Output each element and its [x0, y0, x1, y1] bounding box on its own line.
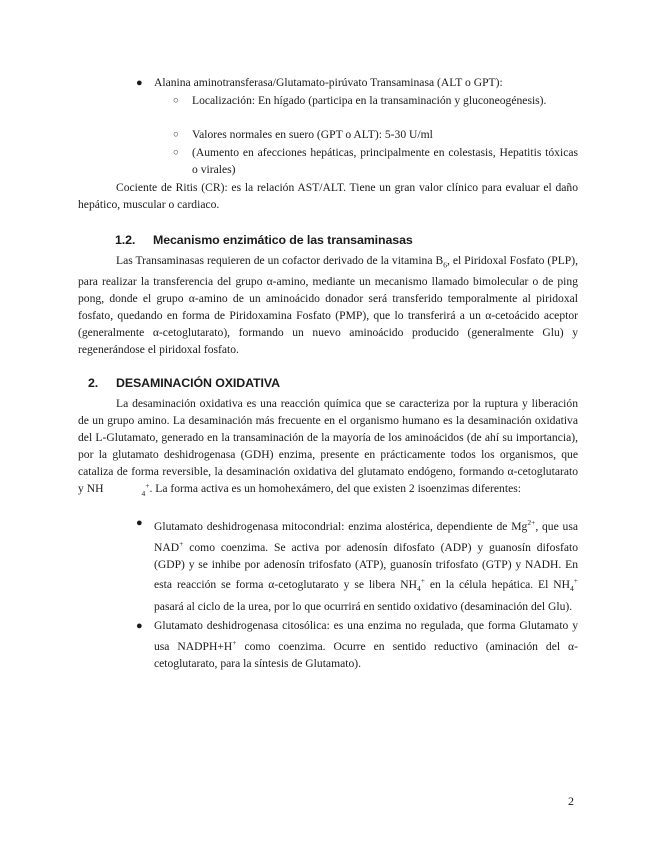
bullet-dot-icon: ●: [136, 77, 143, 89]
superscript: +: [573, 576, 578, 586]
section-2-title: DESAMINACIÓN OXIDATIVA: [116, 376, 280, 390]
item-text: , que usa NAD: [154, 519, 579, 554]
superscript: +: [145, 480, 150, 490]
item-text: Glutamato deshidrogenasa citosólica: es una enzima no regulada, que forma Glutamato y usa NADPH+H: [154, 619, 578, 653]
para-text: . La forma activa es un homohexámero, del que existen 2 isoenzimas diferentes:: [149, 481, 521, 495]
gdh-citosolica-item: [154, 618, 578, 673]
para-text: Las Transaminasas requieren de un cofactor derivado de la vitamina B: [116, 254, 444, 267]
page-number: 2: [568, 794, 574, 808]
alt-sub-aumento: (Aumento en afecciones hepáticas, principalmente en colestasis, Hepatitis tóxicas o virales): [192, 146, 578, 176]
superscript: 2+: [527, 518, 536, 527]
item-text: como coenzima. Se activa por adenosín difosfato (ADP) y guanosín difosfato (GDP) y se inhibe por adenosín trifosfato (ATP), guanosín trifosfato (GTP) y NADH. En esta reacción se forma α-cetoglutarato y se libera NH: [154, 540, 578, 592]
item-text: como coenzima. Ocurre en sentido reductivo (aminación del α-cetoglutarato, para la síntesis de Glutamato).: [154, 639, 578, 670]
alt-sub-localizacion: Localización: En hígado (participa en la transaminación y gluconeogénesis).: [192, 94, 547, 107]
para-text: La desaminación oxidativa es una reacción química que se caracteriza por la ruptura y liberación de un grupo amino. La desaminación más frecuente en el organismo humano es la desaminación oxidativa del L-Glutamato, generado en la transaminación de la mayoría de los aminoácidos (de ahí su importancia), por la glutamato deshidrogenasa (GDH) enzima, presente en prácticamente todos los organismos, que cataliza de forma reversible, la desaminación oxidativa del glutamato endógeno, formando α-cetoglutarato y NH: [78, 397, 578, 495]
section-1-2-title: Mecanismo enzimático de las transaminasas: [153, 233, 413, 247]
bullet-dot-icon: ●: [136, 620, 143, 632]
ritis-paragraph: Cociente de Ritis (CR): es la relación AST/ALT. Tiene un gran valor clínico para evaluar el daño hepático, muscular o cardiaco.: [78, 181, 578, 211]
subscript: 4: [570, 584, 574, 594]
circle-bullet-icon: ○: [173, 148, 179, 158]
circle-bullet-icon: ○: [173, 96, 179, 106]
alt-sub-valores: Valores normales en suero (GPT o ALT): 5-30 U/ml: [192, 128, 433, 141]
item-text: en la célula hepática. El NH: [424, 578, 571, 592]
superscript: +: [179, 538, 184, 548]
nh4-formula: [103, 481, 149, 499]
subscript: 4: [416, 584, 421, 594]
alt-item-title: Alanina aminotransferasa/Glutamato-pirúvato Transaminasa (ALT o GPT):: [154, 76, 503, 89]
section-2-number: 2.: [88, 376, 99, 390]
item-text: pasará al ciclo de la urea, por lo que ocurrirá en sentido oxidativo (desaminación del Glu).: [154, 599, 573, 613]
section-1-2-number: 1.2.: [115, 233, 136, 247]
circle-bullet-icon: ○: [173, 130, 179, 140]
section-2-paragraph: [78, 396, 578, 499]
superscript: +: [232, 637, 237, 647]
item-text: Glutamato deshidrogenasa mitocondrial: enzima alostérica, dependiente de Mg: [154, 519, 528, 533]
vitamin-subscript: 6: [443, 260, 447, 270]
para-text: , el Piridoxal Fosfato (PLP), para realizar la transferencia del grupo α-amino, mediante un mecanismo llamado bimolecular o de ping pong, donde el grupo α-amino de un aminoácido donador será transferido temporalmente al piridoxal fosfato, quedando en forma de Piridoxamina Fosfato (PMP), que lo transferirá a un α-cetoácido aceptor (generalmente α-cetoglutarato), formando un nuevo aminoácido producido (generalmente Glu) y regenerándose el piridoxal fosfato.: [78, 254, 578, 356]
superscript: +: [420, 576, 425, 586]
section-1-2-heading: [115, 233, 515, 251]
subscript: 4: [141, 488, 146, 498]
section-2-heading: [88, 376, 488, 394]
gdh-mitocondrial-item: [154, 515, 578, 615]
section-1-2-paragraph: [78, 253, 578, 359]
bullet-dot-icon: ●: [136, 517, 143, 529]
